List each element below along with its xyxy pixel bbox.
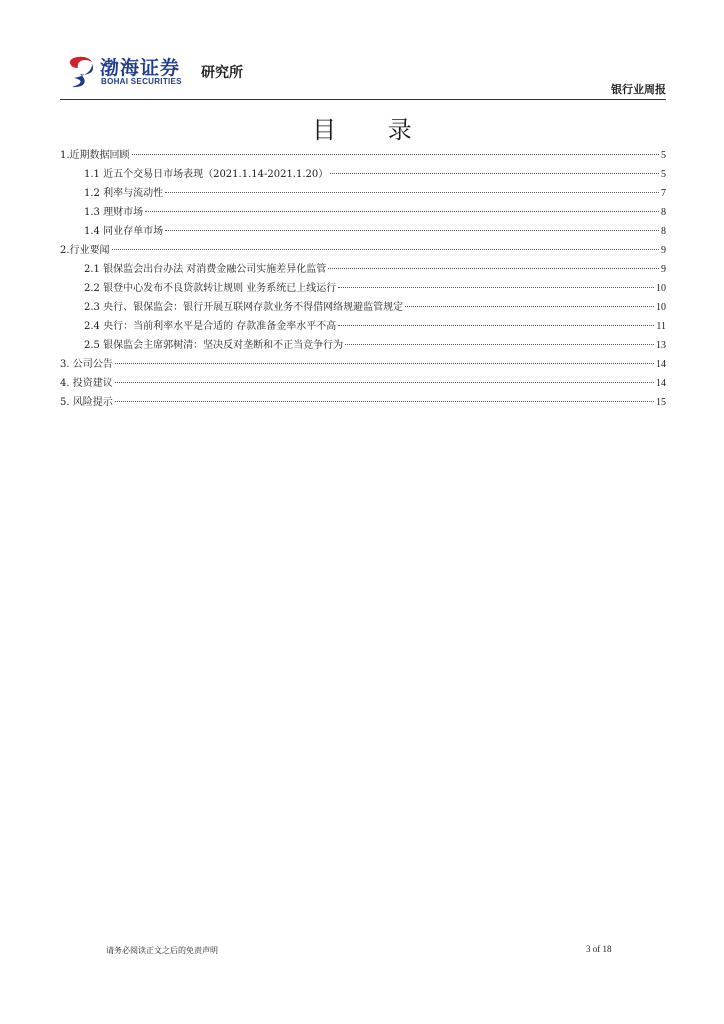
toc-entry-label: 2.4 央行：当前利率水平是合适的 存款准备金率水平不高 — [84, 321, 337, 332]
toc-entry[interactable] — [60, 336, 666, 355]
toc-entry[interactable] — [60, 184, 666, 203]
toc-entry-label: 2.1 银保监会出台办法 对消费金融公司实施差异化监管 — [84, 264, 327, 275]
toc-entry[interactable] — [60, 241, 666, 260]
toc-entry[interactable] — [60, 393, 666, 412]
toc-entry-page: 5 — [661, 169, 666, 180]
toc-entry[interactable] — [60, 165, 666, 184]
table-of-contents — [60, 146, 666, 412]
toc-entry-page: 13 — [656, 340, 666, 351]
page-header — [60, 50, 666, 100]
toc-leader-dots — [115, 382, 654, 383]
toc-leader-dots — [345, 344, 654, 345]
toc-entry-label: 5. 风险提示 — [60, 397, 113, 408]
header-divider — [60, 99, 666, 100]
toc-entry-page: 10 — [656, 302, 666, 313]
toc-entry[interactable] — [60, 203, 666, 222]
toc-entry-label: 1.1 近五个交易日市场表现（2021.1.14-2021.1.20） — [84, 169, 329, 180]
toc-entry-page: 14 — [656, 378, 666, 389]
bohai-logo-icon — [66, 54, 96, 90]
toc-leader-dots — [115, 363, 654, 364]
logo-chinese-name: 渤海证券 — [100, 57, 181, 79]
institute-name: 研究所 — [201, 65, 243, 81]
toc-entry[interactable] — [60, 374, 666, 393]
toc-entry-page: 5 — [661, 150, 666, 161]
toc-entry[interactable] — [60, 317, 666, 336]
footer-disclaimer: 请务必阅读正文之后的免责声明 — [106, 946, 218, 955]
toc-leader-dots — [145, 211, 659, 212]
toc-entry-label: 2.3 央行、银保监会：银行开展互联网存款业务不得借网络规避监管规定 — [84, 302, 404, 313]
toc-leader-dots — [115, 401, 654, 402]
toc-entry-page: 8 — [661, 226, 666, 237]
toc-leader-dots — [405, 306, 654, 307]
toc-entry-page: 9 — [661, 245, 666, 256]
toc-entry-page: 7 — [661, 188, 666, 199]
toc-entry-label: 2.2 银登中心发布不良贷款转让规则 业务系统已上线运行 — [84, 283, 337, 294]
toc-leader-dots — [330, 173, 659, 174]
toc-entry-label: 1.3 理财市场 — [84, 207, 144, 218]
toc-entry[interactable] — [60, 146, 666, 165]
toc-entry-page: 11 — [656, 321, 666, 332]
toc-entry[interactable] — [60, 355, 666, 374]
toc-leader-dots — [112, 249, 659, 250]
toc-entry[interactable] — [60, 279, 666, 298]
toc-entry[interactable] — [60, 260, 666, 279]
toc-entry-page: 10 — [656, 283, 666, 294]
toc-entry-label: 1.2 利率与流动性 — [84, 188, 164, 199]
toc-leader-dots — [328, 268, 659, 269]
toc-entry-label: 1.近期数据回顾 — [60, 150, 130, 161]
toc-entry-label: 3. 公司公告 — [60, 359, 113, 370]
toc-leader-dots — [165, 230, 659, 231]
toc-entry-label: 2.行业要闻 — [60, 245, 110, 256]
toc-entry-label: 1.4 同业存单市场 — [84, 226, 164, 237]
toc-entry-label: 2.5 银保监会主席郭树清：坚决反对垄断和不正当竞争行为 — [84, 340, 344, 351]
toc-entry-page: 14 — [656, 359, 666, 370]
toc-leader-dots — [132, 154, 659, 155]
report-type: 银行业周报 — [611, 83, 666, 96]
toc-title: 目 录 — [312, 116, 434, 144]
footer-page-indicator: 3 of 18 — [586, 944, 612, 954]
toc-entry[interactable] — [60, 298, 666, 317]
toc-entry-page: 9 — [661, 264, 666, 275]
toc-entry-page: 8 — [661, 207, 666, 218]
toc-entry[interactable] — [60, 222, 666, 241]
toc-entry-page: 15 — [656, 397, 666, 408]
toc-leader-dots — [165, 192, 659, 193]
toc-leader-dots — [338, 287, 654, 288]
toc-leader-dots — [338, 325, 654, 326]
logo-english-name: BOHAI SECURITIES — [101, 77, 182, 86]
toc-entry-label: 4. 投资建议 — [60, 378, 113, 389]
